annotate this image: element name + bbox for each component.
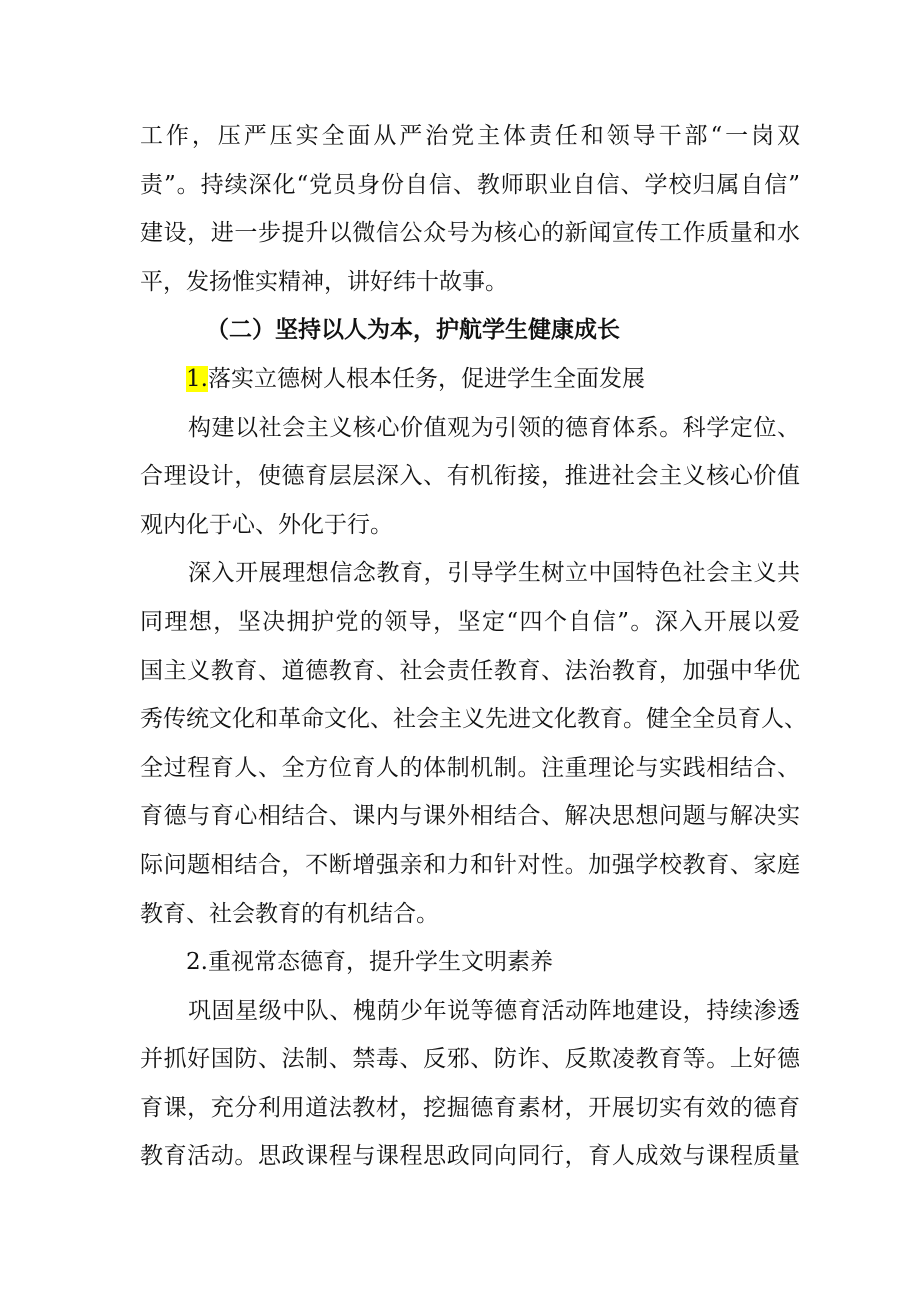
- subsection-heading-1: [140, 355, 800, 404]
- highlighted-number: 1.: [186, 365, 208, 392]
- paragraph-line: 同理想，坚决拥护党的领导，坚定“四个自信”。深入开展以爱: [140, 608, 800, 635]
- paragraph-line: 工作，压严压实全面从严治党主体责任和领导干部“一岗双: [140, 123, 800, 149]
- paragraph-line: 教育、社会教育的有机结合。: [140, 900, 439, 927]
- paragraph-line: 并抓好国防、法制、禁毒、反邪、防诈、反欺凌教育等。上好德: [140, 1046, 800, 1073]
- paragraph-line: 建设，进一步提升以微信公众号为核心的新闻宣传工作质量和水: [140, 220, 800, 247]
- subsection-title: 落实立德树人根本任务，促进学生全面发展: [207, 365, 645, 392]
- paragraph-line: 育课，充分利用道法教材，挖掘德育素材，开展切实有效的德育: [140, 1094, 800, 1121]
- paragraph-line: 育德与育心相结合、课内与课外相结合、解决思想问题与解决实: [140, 803, 800, 830]
- subsection-heading-2: 2.重视常态德育，提升学生文明素养: [186, 949, 553, 976]
- paragraph-line: 际问题相结合，不断增强亲和力和针对性。加强学校教育、家庭: [140, 851, 800, 878]
- paragraph-line: 巩固星级中队、槐荫少年说等德育活动阵地建设，持续渗透: [188, 997, 800, 1024]
- paragraph-line: 国主义教育、道德教育、社会责任教育、法治教育，加强中华优: [140, 657, 800, 684]
- paragraph-line: 深入开展理想信念教育，引导学生树立中国特色社会主义共: [188, 560, 800, 587]
- paragraph-line: 全过程育人、全方位育人的体制机制。注重理论与实践相结合、: [140, 754, 800, 781]
- paragraph-line: 秀传统文化和革命文化、社会主义先进文化教育。健全全员育人、: [140, 706, 807, 733]
- document-page: [140, 112, 807, 1181]
- paragraph-line: 合理设计，使德育层层深入、有机衔接，推进社会主义核心价值: [140, 463, 800, 490]
- section-heading: （二）坚持以人为本，护航学生健康成长: [206, 317, 620, 344]
- paragraph-line: 构建以社会主义核心价值观为引领的德育体系。科学定位、: [188, 414, 800, 441]
- paragraph-line: 平，发扬惟实精神，讲好纬十故事。: [140, 268, 508, 295]
- paragraph-line: 观内化于心、外化于行。: [140, 511, 393, 538]
- paragraph-line: 教育活动。思政课程与课程思政同向同行，育人成效与课程质量: [140, 1143, 800, 1170]
- paragraph-line: 责”。持续深化“党员身份自信、教师职业自信、学校归属自信”: [140, 171, 800, 198]
